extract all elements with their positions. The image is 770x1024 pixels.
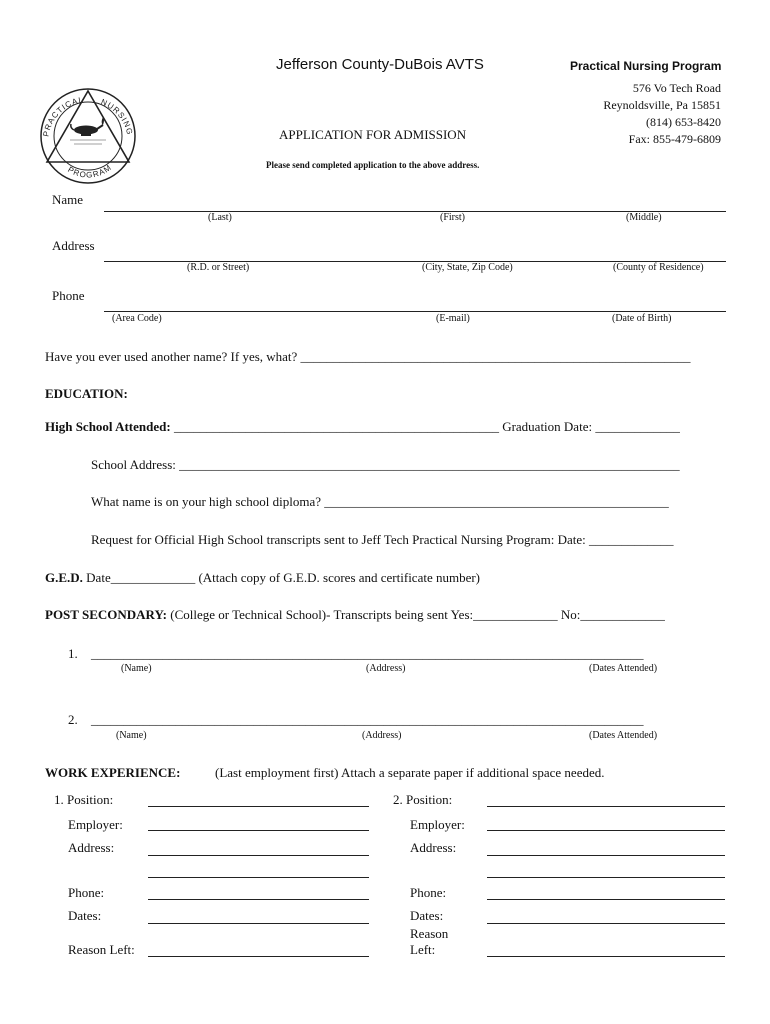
phone-number: (814) 653-8420: [646, 115, 721, 129]
seal-text-top-right: NURSING: [99, 97, 135, 137]
seal-text-top-left: PRACTICAL: [41, 95, 85, 138]
name-sub-middle: (Middle): [626, 212, 662, 223]
diploma-name-field[interactable]: What name is on your high school diploma? _____________________________________________________: [91, 494, 669, 509]
work2-employer-line[interactable]: [487, 830, 725, 831]
work1-position-line[interactable]: [148, 806, 369, 807]
work1-address-line[interactable]: [148, 855, 369, 856]
work1-phone-line[interactable]: [148, 899, 369, 900]
work1-employer-label: Employer:: [68, 817, 123, 832]
work1-reason-line[interactable]: [148, 956, 369, 957]
post-secondary-sub-name-2: (Name): [116, 730, 147, 741]
address-line-2: Reynoldsville, Pa 15851: [603, 98, 721, 112]
transcript-request-field[interactable]: Request for Official High School transcripts sent to Jeff Tech Practical Nursing Program: Date: _____________: [91, 532, 674, 547]
work2-phone-line[interactable]: [487, 899, 725, 900]
work2-position-line[interactable]: [487, 806, 725, 807]
phone-sub-email: (E-mail): [436, 313, 470, 324]
ged-row[interactable]: [45, 570, 480, 586]
work1-address-line-2[interactable]: [148, 877, 369, 878]
practical-nursing-seal: [36, 84, 140, 184]
post-secondary-sub-address-2: (Address): [362, 730, 402, 741]
address-label: Address: [52, 238, 95, 253]
post-secondary-sub-address-1: (Address): [366, 663, 406, 674]
other-name-question[interactable]: Have you ever used another name? If yes, what? ____________________________________________________________: [45, 349, 691, 364]
post-secondary-sub-dates-1: (Dates Attended): [589, 663, 658, 674]
name-sub-last: (Last): [208, 212, 232, 223]
fax-number: Fax: 855-479-6809: [628, 132, 721, 146]
work1-position-label: 1. Position:: [54, 792, 114, 807]
work2-reason-label-a: Reason: [410, 926, 449, 941]
address-sub-city: (City, State, Zip Code): [422, 262, 513, 273]
post-secondary-num-2: 2.: [68, 712, 78, 727]
post-secondary-sub-dates-2: (Dates Attended): [589, 730, 658, 741]
work2-position-label: 2. Position:: [393, 792, 453, 807]
address-sub-street: (R.D. or Street): [187, 262, 250, 273]
work2-reason-line[interactable]: [487, 956, 725, 957]
work2-dates-line[interactable]: [487, 923, 725, 924]
post-secondary-line-1[interactable]: _____________________________________________________________________________________: [91, 646, 644, 661]
work2-address-line[interactable]: [487, 855, 725, 856]
post-secondary-num-1: 1.: [68, 646, 78, 661]
work2-employer-label: Employer:: [410, 817, 465, 832]
school-address-field[interactable]: School Address: _____________________________________________________________________________: [91, 457, 680, 472]
post-secondary-sub-name-1: (Name): [121, 663, 152, 674]
name-label: Name: [52, 192, 84, 207]
high-school-label: High School Attended:: [45, 419, 171, 434]
work1-dates-label: Dates:: [68, 908, 102, 923]
ged-label: G.E.D.: [45, 570, 83, 585]
work2-dates-label: Dates:: [410, 908, 444, 923]
work2-phone-label: Phone:: [410, 885, 447, 900]
phone-sub-area-code: (Area Code): [112, 313, 162, 324]
work-note: (Last employment first) Attach a separate paper if additional space needed.: [215, 765, 605, 780]
post-secondary-row[interactable]: [45, 607, 665, 623]
high-school-line[interactable]: __________________________________________________ Graduation Date: _____________: [170, 419, 680, 434]
work2-address-line-2[interactable]: [487, 877, 725, 878]
work1-reason-label: Reason Left:: [68, 942, 135, 957]
seal-text-bottom: PROGRAM: [66, 162, 114, 180]
high-school-row[interactable]: [45, 419, 680, 435]
work1-employer-line[interactable]: [148, 830, 369, 831]
form-instruction: Please send completed application to the above address.: [266, 160, 480, 170]
address-sub-county: (County of Residence): [613, 262, 704, 273]
work1-address-label: Address:: [68, 840, 115, 855]
form-title: APPLICATION FOR ADMISSION: [279, 127, 467, 142]
program-name: Practical Nursing Program: [570, 59, 722, 73]
svg-text:NURSING: [100, 97, 135, 136]
post-secondary-transcripts[interactable]: (College or Technical School)- Transcripts being sent Yes:_____________ No:_____________: [167, 607, 665, 622]
work1-dates-line[interactable]: [148, 923, 369, 924]
phone-input-line[interactable]: [104, 311, 726, 312]
phone-sub-dob: (Date of Birth): [612, 313, 672, 324]
oil-lamp-icon: [71, 117, 104, 135]
address-line-1: 576 Vo Tech Road: [632, 81, 721, 95]
school-name: Jefferson County-DuBois AVTS: [276, 56, 484, 73]
name-sub-first: (First): [440, 212, 465, 223]
education-heading: EDUCATION:: [45, 386, 128, 401]
svg-text:PROGRAM: [66, 163, 113, 180]
work-heading: WORK EXPERIENCE:: [45, 765, 181, 780]
post-secondary-label: POST SECONDARY:: [45, 607, 167, 622]
work1-phone-label: Phone:: [68, 885, 105, 900]
phone-label: Phone: [52, 288, 85, 303]
post-secondary-line-2[interactable]: _____________________________________________________________________________________: [91, 712, 644, 727]
work2-reason-label-b: Left:: [410, 942, 436, 957]
work2-address-label: Address:: [410, 840, 457, 855]
ged-date-line[interactable]: Date_____________ (Attach copy of G.E.D. scores and certificate number): [82, 570, 481, 585]
